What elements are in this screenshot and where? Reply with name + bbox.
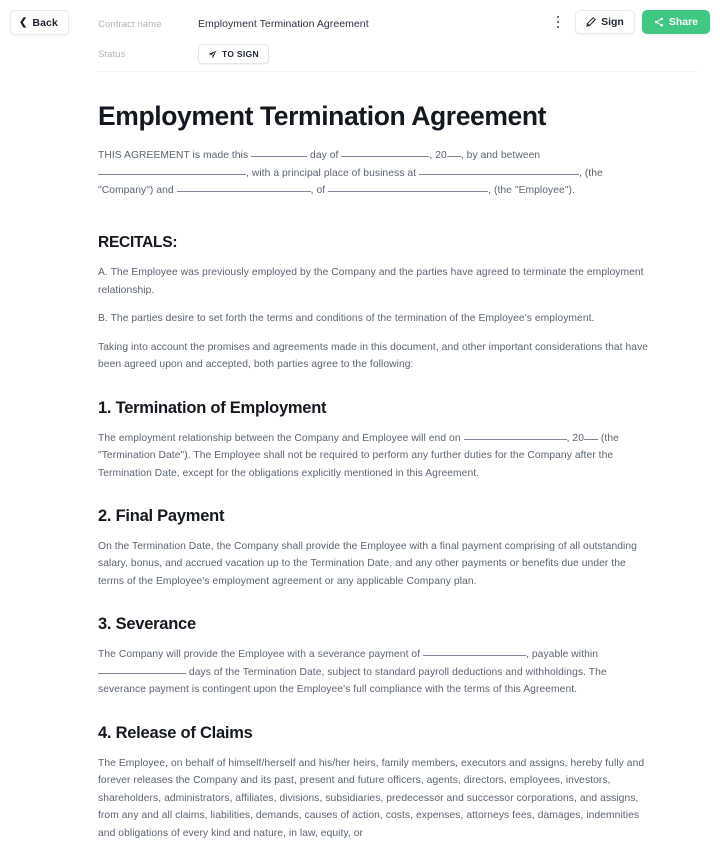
top-bar — [0, 0, 720, 72]
contract-name-row — [98, 13, 528, 35]
section-2-body: On the Termination Date, the Company shall provide the Employee with a final payment comprising of all outstanding salary, bonus, and accrued vacation up to the Termination Date, and any other payments or benefits due under the terms of the Employee's employment agreement or any applicable Company plan. — [98, 540, 637, 587]
section-4-body: The Employee, on behalf of himself/herself and his/her heirs, family members, executors and assigns, hereby fully and forever releases the Company and its past, present and future officers, agents, directors, employees, investors, shareholders, administrators, affiliates, divisions, subsidiaries, predecessor and successor corporations, and assigns, from any and all claims, liabilities, demands, causes of action, costs, expenses, attorneys fees, damages, indemnities and obligations of every kind and nature, in law, equity, or — [98, 757, 645, 839]
section-1-heading: 1. Termination of Employment — [98, 398, 327, 417]
sign-button[interactable] — [575, 10, 635, 34]
blank-field[interactable] — [447, 147, 461, 157]
back-button[interactable] — [10, 10, 69, 35]
contract-name-label: Contract name — [98, 18, 162, 30]
intro-part-5: , with a principal place of business at — [246, 167, 417, 179]
share-button-label: Share — [668, 16, 698, 28]
send-icon — [208, 50, 217, 59]
status-badge[interactable] — [198, 44, 269, 64]
status-row — [98, 43, 528, 65]
blank-field[interactable] — [584, 430, 598, 440]
chevron-left-icon: ❮ — [19, 16, 28, 28]
recital-b: B. The parties desire to set forth the terms and conditions of the termination of the Employee's employment. — [98, 313, 595, 325]
section-3-part-c: days of the Termination Date, subject to standard payroll deductions and withholdings. The severance payment is contingent upon the Employee's full compliance with the terms of this Agreement. — [98, 666, 607, 696]
status-badge-label: TO SIGN — [222, 49, 259, 59]
intro-part-4: , by and between — [460, 150, 541, 162]
contract-name-value[interactable]: Employment Termination Agreement — [198, 18, 369, 30]
section-2-heading: 2. Final Payment — [98, 507, 225, 526]
intro-part-6: , (the "Company") and — [98, 167, 603, 197]
blank-field[interactable] — [328, 182, 488, 192]
intro-part-2: day of — [310, 150, 339, 162]
share-icon — [654, 17, 664, 27]
section-1-body — [98, 430, 654, 483]
section-4-heading: 4. Release of Claims — [98, 723, 253, 742]
intro-part-3: , 20 — [429, 150, 447, 162]
blank-field[interactable] — [98, 165, 246, 175]
section-1-part-a: The employment relationship between the Company and Employee will end on — [98, 432, 461, 444]
section-3-part-b: , payable within — [526, 649, 598, 661]
section-1-part-c: (the "Termination Date"). The Employee shall not be required to perform any further duties for the Company after the Termination Date, except for the obligations explicitly mentioned in this Agreement. — [98, 432, 619, 479]
intro-paragraph — [98, 147, 654, 200]
section-3-body — [98, 646, 654, 699]
blank-field[interactable] — [464, 430, 567, 440]
section-3-heading: 3. Severance — [98, 615, 196, 634]
section-3-part-a: The Company will provide the Employee with a severance payment of — [98, 649, 421, 661]
document-title: Employment Termination Agreement — [98, 101, 547, 131]
blank-field[interactable] — [341, 147, 429, 157]
contract-meta — [98, 13, 528, 73]
consideration-paragraph: Taking into account the promises and agreements made in this document, and other important considerations that have been agreed upon and accepted, both parties agree to the following: — [98, 341, 649, 371]
intro-part-1: THIS AGREEMENT is made this — [98, 150, 249, 162]
recitals-heading: RECITALS: — [98, 233, 178, 251]
section-1-part-b: , 20 — [566, 432, 584, 444]
top-actions — [548, 10, 710, 34]
more-vertical-icon[interactable] — [548, 10, 568, 34]
intro-part-7: , of — [310, 185, 326, 197]
recital-a: A. The Employee was previously employed by the Company and the parties have agreed to terminate the employment relationship. — [98, 267, 644, 296]
pen-icon — [586, 17, 596, 27]
share-button[interactable] — [642, 10, 710, 34]
blank-field[interactable] — [177, 182, 311, 192]
blank-field[interactable] — [419, 165, 579, 175]
document-scroll-area[interactable] — [0, 72, 720, 839]
blank-field[interactable] — [423, 646, 526, 656]
document-body — [0, 72, 720, 842]
back-button-label: Back — [32, 16, 58, 29]
status-label: Status — [98, 48, 126, 60]
blank-field[interactable] — [98, 664, 186, 674]
intro-part-8: , (the "Employee"). — [488, 185, 575, 197]
blank-field[interactable] — [251, 147, 307, 157]
sign-button-label: Sign — [601, 16, 624, 28]
